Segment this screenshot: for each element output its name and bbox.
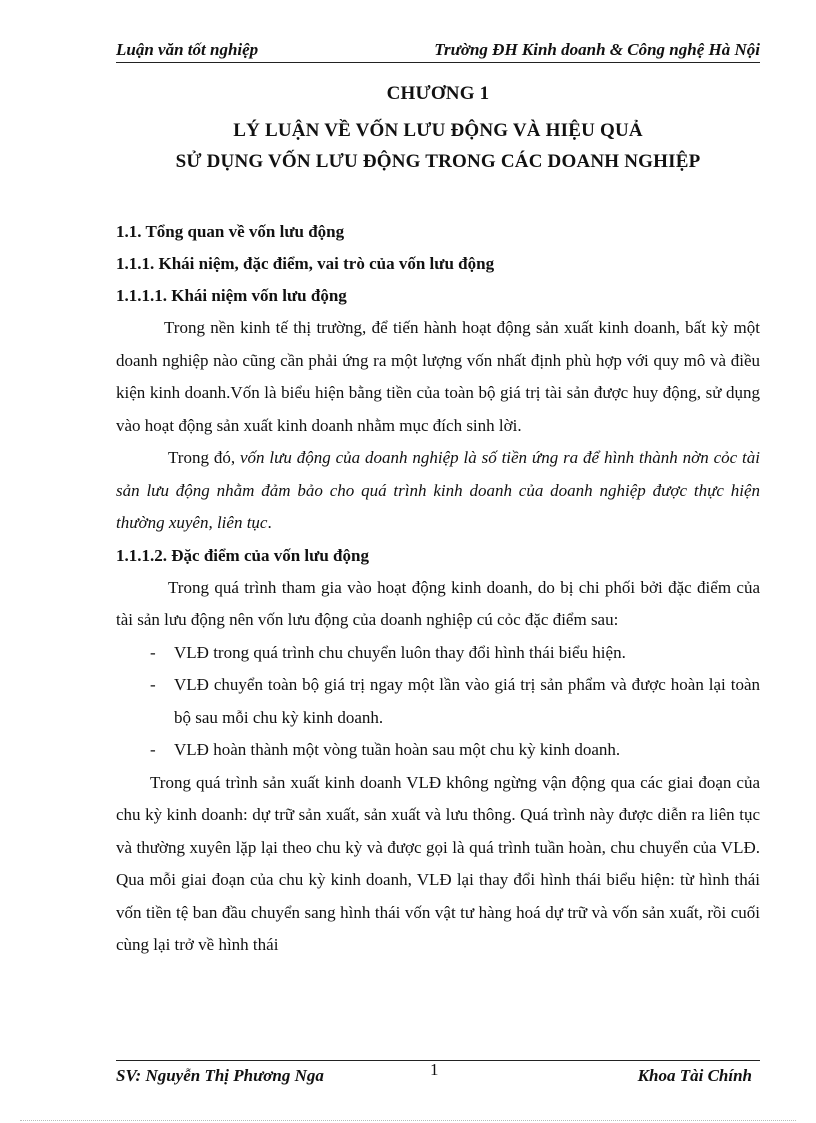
chapter-title-line-1: LÝ LUẬN VỀ VỐN LƯU ĐỘNG VÀ HIỆU QUẢ <box>233 120 643 141</box>
section-heading-1-1-1-1: 1.1.1.1. Khái niệm vốn lưu động <box>116 286 347 305</box>
list-item-text: VLĐ chuyển toàn bộ giá trị ngay một lần vào giá trị sản phẩm và được hoàn lại toàn bộ sau mỗi chu kỳ kinh doanh. <box>174 675 760 727</box>
definition-italic-text: vốn lưu động của doanh nghiệp là số tiền ứng ra để hình thành nờn cỏc tài sản lưu động nhằm đảm bảo cho quá trình kinh doanh của doanh nghiệp được thực hiện thường xuyên, liên tục <box>116 448 760 532</box>
list-item <box>116 637 760 670</box>
page-edge-divider <box>20 1120 796 1121</box>
list-bullet: - <box>150 740 156 759</box>
page-number: 1 <box>430 1060 439 1079</box>
list-item <box>116 669 760 734</box>
list-bullet: - <box>150 642 156 662</box>
paragraph-characteristics-intro: Trong quá trình tham gia vào hoạt động kinh doanh, do bị chi phối bởi đặc điểm của tài sản lưu động nên vốn lưu động của doanh nghiệp cú cỏc đặc điểm sau: <box>116 577 760 629</box>
chapter-number: CHƯƠNG 1 <box>386 83 490 104</box>
paragraph-lead-text: Trong đó, <box>168 448 240 467</box>
footer-student-name: SV: Nguyễn Thị Phương Nga <box>116 1066 324 1085</box>
header-university-name: Trường ĐH Kinh doanh & Công nghệ Hà Nội <box>434 40 760 59</box>
characteristics-list <box>116 637 760 767</box>
section-heading-1-1-1-2: 1.1.1.2. Đặc điểm của vốn lưu động <box>116 545 369 565</box>
section-heading-1-1: 1.1. Tổng quan về vốn lưu động <box>116 222 345 241</box>
page-body <box>116 216 760 962</box>
paragraph-circulation: Trong quá trình sản xuất kinh doanh VLĐ không ngừng vận động qua các giai đoạn của chu kỳ kinh doanh: dự trữ sản xuất, sản xuất và lưu thông. Quá trình này được diễn ra liên tục và thường xuyên lặp lại theo chu kỳ và được gọi là quá trình tuần hoàn, chu chuyển của VLĐ. Qua mỗi giai đoạn của chu kỳ kinh doanh, VLĐ lại thay đổi hình thái biểu hiện: từ hình thái vốn tiền tệ ban đầu chuyển sang hình thái vốn vật tư hàng hoá dự trữ và vốn sản xuất, rồi cuối cùng lại trở về hình thái <box>116 772 760 954</box>
header-thesis-label: Luận văn tốt nghiệp <box>116 40 259 59</box>
paragraph-capital-definition: Trong nền kinh tế thị trường, để tiến hành hoạt động sản xuất kinh doanh, bất kỳ một doanh nghiệp nào cũng cần phải ứng ra một lượng vốn nhất định phù hợp với quy mô và điều kiện kinh doanh.Vốn là biểu hiện bằng tiền của toàn bộ giá trị tài sản được huy động, sử dụng vào hoạt động sản xuất kinh doanh nhằm mục đích sinh lời. <box>116 318 760 435</box>
paragraph-working-capital-definition <box>116 442 760 540</box>
list-item-text: VLĐ trong quá trình chu chuyển luôn thay đổi hình thái biểu hiện. <box>174 642 626 662</box>
page-header <box>116 40 760 63</box>
page-footer <box>116 1060 760 1090</box>
list-bullet: - <box>150 675 156 694</box>
list-item-text: VLĐ hoàn thành một vòng tuần hoàn sau một chu kỳ kinh doanh. <box>174 740 621 759</box>
paragraph-end-punctuation: . <box>267 513 272 532</box>
section-heading-1-1-1: 1.1.1. Khái niệm, đặc điểm, vai trò của vốn lưu động <box>116 254 495 273</box>
chapter-title-line-2: SỬ DỤNG VỐN LƯU ĐỘNG TRONG CÁC DOANH NGHIỆP <box>175 151 701 172</box>
footer-faculty: Khoa Tài Chính <box>637 1066 752 1085</box>
list-item <box>116 734 760 767</box>
